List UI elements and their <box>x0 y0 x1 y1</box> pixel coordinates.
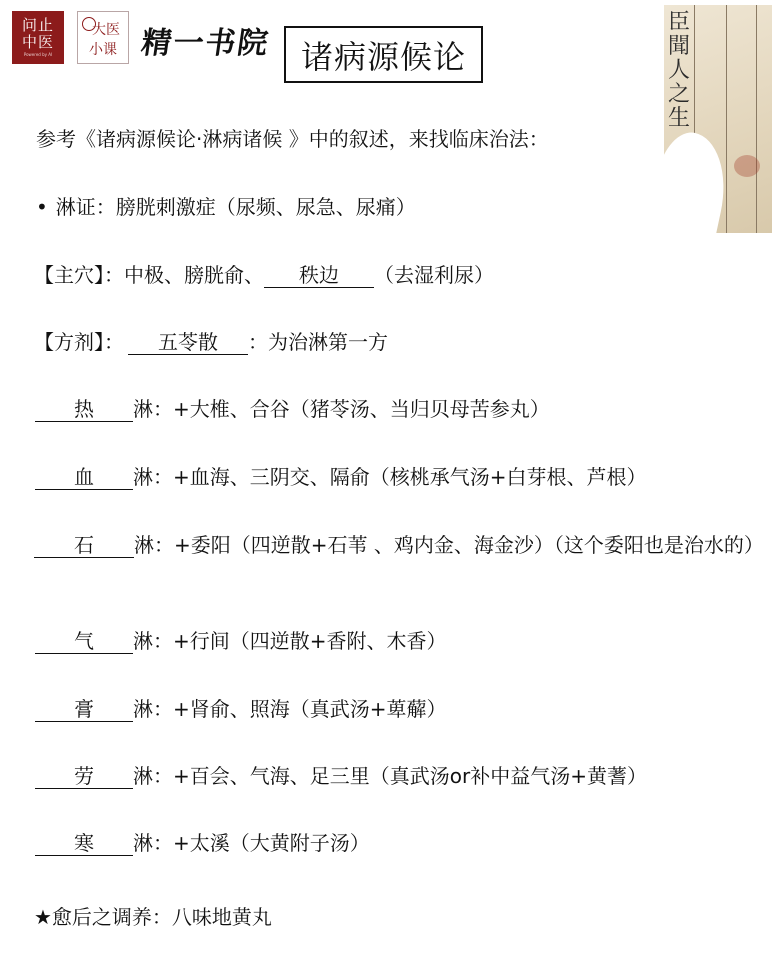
page-title: 诸病源候论 <box>284 26 483 83</box>
column-rule <box>756 5 757 233</box>
daiyi-xiaoke-logo <box>77 11 129 64</box>
lin-blank: 石 <box>34 533 134 558</box>
lin-blank: 膏 <box>35 697 133 722</box>
lin-text: 淋：+太溪（大黄附子汤） <box>133 831 370 855</box>
torn-edge <box>664 127 736 233</box>
lin-text: 淋：+肾俞、照海（真武汤+萆薢） <box>133 697 447 721</box>
logo-text: 问止中医 <box>21 16 54 51</box>
main-acupoints-blank: 秩边 <box>264 263 374 288</box>
formula-line <box>34 329 388 355</box>
lin-blank: 热 <box>35 397 133 422</box>
footer-aftercare: ★愈后之调养：八味地黄丸 <box>34 905 272 929</box>
lin-blank: 寒 <box>35 831 133 856</box>
lin-item-heat <box>35 396 550 422</box>
jingyi-shuyuan-logo: 精一书院 <box>139 26 272 61</box>
lin-blank: 劳 <box>35 764 133 789</box>
lin-text: 淋：+百会、气海、足三里（真武汤or补中益气汤+黄蓍） <box>133 764 647 788</box>
logo2-line1: 大医 <box>92 22 120 38</box>
lin-text: 淋：+行间（四逆散+香附、木香） <box>133 629 447 653</box>
book-char: 聞 <box>668 34 691 59</box>
bullet-icon: • <box>36 195 48 219</box>
column-rule <box>726 5 727 233</box>
lin-item-blood <box>35 464 647 490</box>
book-char: 之 <box>668 82 691 107</box>
logo-subtext: Powered by AI <box>23 52 53 57</box>
main-acupoints-prefix: 【主穴】：中极、膀胱俞、 <box>34 263 264 287</box>
lin-blank: 气 <box>35 629 133 654</box>
main-acupoints-line <box>34 262 494 288</box>
lin-text: 淋：+血海、三阴交、隔俞（核桃承气汤+白芽根、芦根） <box>133 465 647 489</box>
formula-prefix: 【方剂】： <box>34 330 124 354</box>
bullet-item <box>36 194 416 220</box>
lin-item-stone <box>34 531 772 559</box>
lin-text: 淋：+大椎、合谷（猪苓汤、当归贝母苦参丸） <box>133 397 550 421</box>
lin-text: 淋：+委阳（四逆散+石苇 、鸡内金、海金沙）（这个委阳也是治水的） <box>134 533 764 557</box>
bullet-text: 淋证：膀胱刺激症（尿频、尿急、尿痛） <box>55 195 416 219</box>
seal-stain <box>734 155 760 177</box>
book-char: 臣 <box>668 10 691 35</box>
book-char: 人 <box>668 58 691 83</box>
ancient-book-image <box>664 5 772 233</box>
book-char: 生 <box>668 106 691 131</box>
lin-item-cold <box>35 830 370 856</box>
intro-text: 参考《诸病源候论·淋病诸候 》中的叙述，来找临床治法： <box>36 127 549 151</box>
wenzhi-logo <box>12 11 64 64</box>
lin-item-fatigue <box>35 763 647 789</box>
formula-blank: 五苓散 <box>128 330 248 355</box>
logo2-line2: 小课 <box>89 42 117 58</box>
formula-suffix: ：为治淋第一方 <box>248 330 388 354</box>
lin-item-qi <box>35 628 447 654</box>
lin-blank: 血 <box>35 465 133 490</box>
main-acupoints-suffix: （去湿利尿） <box>374 263 494 287</box>
lin-item-paste <box>35 696 447 722</box>
